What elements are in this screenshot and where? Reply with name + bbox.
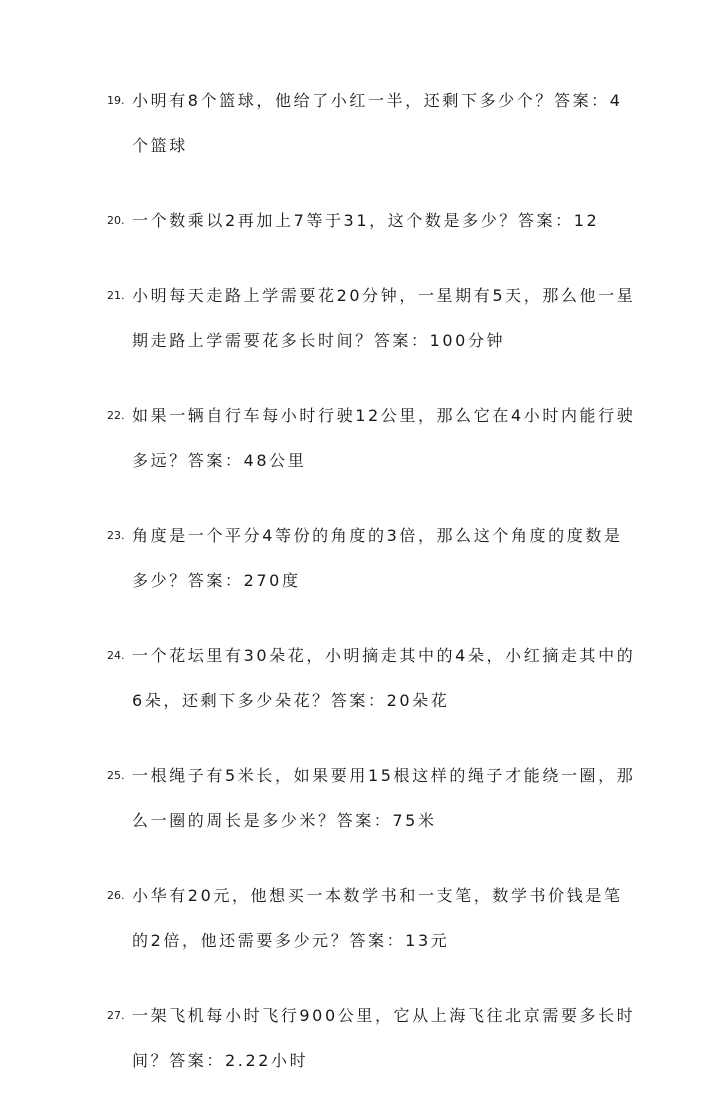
problem-text: 小明每天走路上学需要花20分钟，一星期有5天，那么他一星期走路上学需要花多长时间？答案：100分钟 <box>132 286 636 350</box>
problem-number: 25. <box>107 769 125 782</box>
problem-text: 一根绳子有5米长，如果要用15根这样的绳子才能绕一圈，那么一圈的周长是多少米？答案：75米 <box>132 766 636 830</box>
problem-item <box>0 78 720 168</box>
problem-text: 一个数乘以2再加上7等于31，这个数是多少？答案：12 <box>132 211 600 230</box>
problem-item <box>0 393 720 483</box>
problem-number: 19. <box>107 94 125 107</box>
problem-number: 24. <box>107 649 125 662</box>
problem-item <box>0 873 720 963</box>
problem-text: 小明有8个篮球，他给了小红一半，还剩下多少个？答案：4个篮球 <box>132 91 623 155</box>
problem-number: 23. <box>107 529 125 542</box>
problem-item <box>0 198 720 243</box>
problem-item <box>0 753 720 843</box>
problem-item <box>0 993 720 1083</box>
problem-number: 26. <box>107 889 125 902</box>
problem-item <box>0 513 720 603</box>
problem-number: 22. <box>107 409 125 422</box>
problem-text: 一个花坛里有30朵花，小明摘走其中的4朵，小红摘走其中的6朵，还剩下多少朵花？答案：20朵花 <box>132 646 636 710</box>
problem-number: 27. <box>107 1009 125 1022</box>
problem-number: 20. <box>107 214 125 227</box>
problem-text: 小华有20元，他想买一本数学书和一支笔，数学书价钱是笔的2倍，他还需要多少元？答案：13元 <box>132 886 623 950</box>
problem-text: 一架飞机每小时飞行900公里，它从上海飞往北京需要多长时间？答案：2.22小时 <box>132 1006 636 1070</box>
problem-item <box>0 273 720 363</box>
problem-item <box>0 633 720 723</box>
problem-text: 角度是一个平分4等份的角度的3倍，那么这个角度的度数是多少？答案：270度 <box>132 526 623 590</box>
problem-text: 如果一辆自行车每小时行驶12公里，那么它在4小时内能行驶多远？答案：48公里 <box>132 406 636 470</box>
problem-list <box>0 78 720 1113</box>
problem-number: 21. <box>107 289 125 302</box>
